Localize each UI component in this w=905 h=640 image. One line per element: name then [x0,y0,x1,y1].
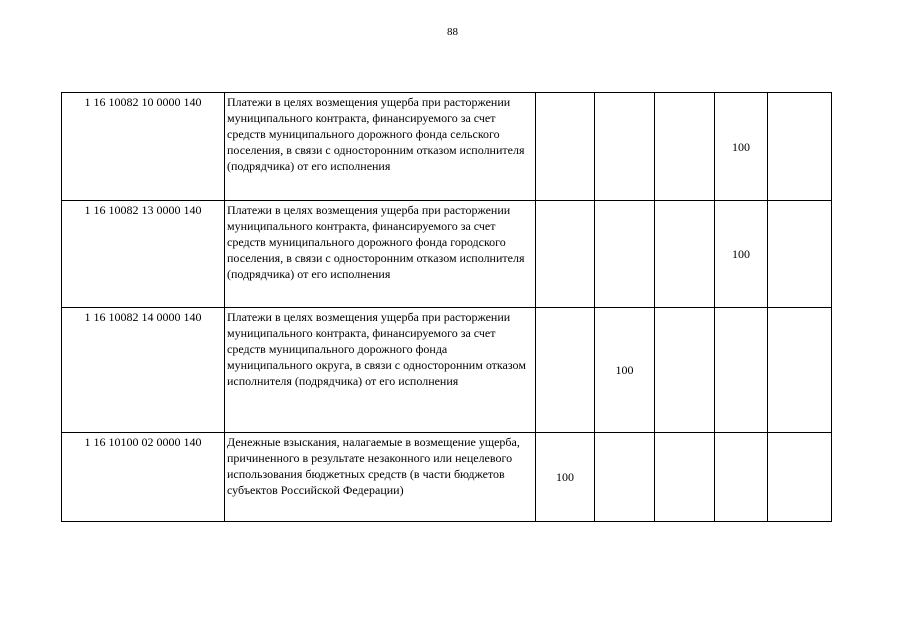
value-cell [536,93,595,201]
budget-code-cell: 1 16 10100 02 0000 140 [62,433,225,522]
value-cell [655,308,715,433]
description-cell: Денежные взыскания, налагаемые в возмещение ущерба, причиненного в результате незаконного или нецелевого использования бюджетных средств (в части бюджетов субъектов Российской Федерации) [225,433,536,522]
budget-code-cell: 1 16 10082 14 0000 140 [62,308,225,433]
value-cell [715,308,768,433]
value-cell [715,433,768,522]
description-cell: Платежи в целях возмещения ущерба при расторжении муниципального контракта, финансируемого за счет средств муниципального дорожного фонда городского поселения, в связи с односторонним отказом исполнителя (подрядчика) от его исполнения [225,201,536,308]
description-cell: Платежи в целях возмещения ущерба при расторжении муниципального контракта, финансируемого за счет средств муниципального дорожного фонда сельского поселения, в связи с односторонним отказом исполнителя (подрядчика) от его исполнения [225,93,536,201]
table-row [62,308,832,433]
value-cell [768,308,832,433]
budget-code-cell: 1 16 10082 13 0000 140 [62,201,225,308]
value-cell [655,433,715,522]
page-number: 88 [447,26,458,38]
table-row [62,93,832,201]
revenue-distribution-table [61,92,832,522]
value-cell [536,308,595,433]
budget-code-cell: 1 16 10082 10 0000 140 [62,93,225,201]
value-cell: 100 [715,93,768,201]
value-cell: 100 [536,433,595,522]
table-row [62,433,832,522]
table-row [62,201,832,308]
value-cell [768,201,832,308]
value-cell [595,201,655,308]
description-cell: Платежи в целях возмещения ущерба при расторжении муниципального контракта, финансируемого за счет средств муниципального дорожного фонда муниципального округа, в связи с односторонним отказом исполнителя (подрядчика) от его исполнения [225,308,536,433]
value-cell: 100 [595,308,655,433]
value-cell [655,93,715,201]
value-cell [536,201,595,308]
value-cell [655,201,715,308]
value-cell [768,433,832,522]
value-cell: 100 [715,201,768,308]
value-cell [768,93,832,201]
value-cell [595,433,655,522]
value-cell [595,93,655,201]
